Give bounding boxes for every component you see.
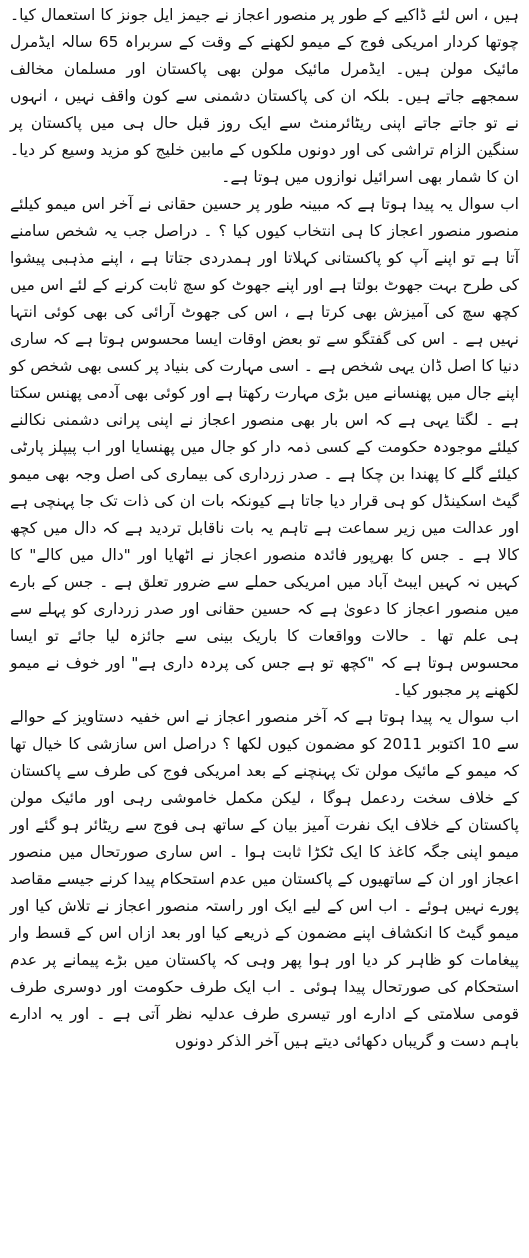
paragraph-2: اب سوال یہ پیدا ہوتا ہے کہ مبینہ طور پر حسین حقانی نے آخر اس میمو کیلئے منصور منصور اعجاز کا ہی انتخاب کیوں کیا ؟ ۔ دراصل جب یہ شخص سامنے آتا ہے تو اپنے آپ کو پاکستانی کہلاتا اور ہمدردی جتاتا ہے ، اپنے مذہبی پیشوا کی طرح بہت جھوٹ بولتا ہے اور اپنے جھوٹ کو سچ ثابت کرنے کے لئے اس میں کچھ سچ کی آمیزش بھی کرتا ہے ، اس کی جھوٹ آرائی کی بھی کوئی انتہا نہیں ہے ۔ اس کی گفتگو سے تو بعض اوقات ایسا محسوس ہوتا ہے کہ ساری دنیا کا اصل ڈان یہی شخص ہے ۔ اسی مہارت کی بنیاد پر کسی بھی شخص کو اپنے جال میں پھنسانے میں بڑی مہارت رکھتا ہے اور کوئی بھی آدمی پھنس سکتا ہے ۔ لگتا یہی ہے کہ اس بار بھی منصور اعجاز نے اپنی پرانی دشمنی نکالنے کیلئے موجودہ حکومت کے کسی ذمہ دار کو جال میں پھنسایا اور اب پیپلز پارٹی کیلئے گلے کا پھندا بن چکا ہے ۔ صدر زرداری کی بیماری کی اصل وجہ بھی میمو گیٹ اسکینڈل کو ہی قرار دیا جاتا ہے کیونکہ بات ان کی ذات تک جا پہنچی ہے اور عدالت میں زیر سماعت ہے تاہم یہ بات ناقابل تردید ہے کہ دال میں کچھ کالا ہے ۔ جس کا بھرپور فائدہ منصور اعجاز نے اٹھایا اور "دال میں کالے" کا کہیں نہ کہیں ایبٹ آباد میں امریکی حملے سے ضرور تعلق ہے ۔ جس کے بارے میں منصور اعجاز کا دعویٰ ہے کہ حسین حقانی اور صدر زرداری کو پہلے سے ہی علم تھا ۔ حالات وواقعات کا باریک بینی سے جائزہ لیا جائے تو ایسا محسوس ہوتا ہے کہ "کچھ تو ہے جس کی پردہ داری ہے" اور خوف نے میمو لکھنے پر مجبور کیا۔ — [10, 195, 519, 699]
paragraph-1: ہیں ، اس لئے ڈاکیے کے طور پر منصور اعجاز نے جیمز ایل جونز کا استعمال کیا۔ چوتھا کردار امریکی فوج کے میمو لکھنے کے وقت کے سربراہ 65 سالہ ایڈمرل مائیک مولن ہیں۔ ایڈمرل مائیک مولن بھی پاکستان اور مسلمان مخالف سمجھے جاتے ہیں۔ بلکہ ان کی پاکستان دشمنی سے کون واقف نہیں ، انہوں نے تو جاتے جاتے اپنی ریٹائرمنٹ سے ایک روز قبل حال ہی میں پاکستان پر سنگین الزام تراشی کی اور دونوں ملکوں کے مابین خلیج کو مزید وسیع کر دیا۔ ان کا شمار بھی اسرائیل نوازوں میں ہوتا ہے۔ — [10, 6, 519, 186]
paragraph-3: اب سوال یہ پیدا ہوتا ہے کہ آخر منصور اعجاز نے اس خفیہ دستاویز کے حوالے سے 10 اکتوبر 2011 کو مضمون کیوں لکھا ؟ دراصل اس سازشی کا خیال تھا کہ میمو کے مائیک مولن تک پہنچنے کے بعد امریکی فوج کی طرف سے پاکستان کے خلاف سخت ردعمل ہوگا ، لیکن مکمل خاموشی رہی اور مائیک مولن پاکستان کے خلاف ایک نفرت آمیز بیان کے ساتھ ہی فوج سے ریٹائر ہو گئے اور میمو اپنی جگہ کاغذ کا ایک ٹکڑا ثابت ہوا ۔ اس ساری صورتحال میں منصور اعجاز اور ان کے ساتھیوں کے پاکستان میں عدم استحکام پیدا کرنے جیسے مقاصد پورے نہیں ہوئے ۔ اب اس کے لیے ایک اور راستہ منصور اعجاز نے تلاش کیا اور میمو گیٹ کا انکشاف اپنے مضمون کے ذریعے کیا اور بعد ازاں اس کے قسط وار پیغامات کو ظاہر کر دیا اور ہوا پھر وہی کہ پاکستان میں بڑے پیمانے پر عدم استحکام کی صورتحال پیدا ہوئی ۔ اب ایک طرف حکومت اور دوسری طرف قومی سلامتی کے ادارے اور تیسری طرف عدلیہ نظر آتی ہے ۔ اور یہ ادارے باہم دست و گریباں دکھائی دیتے ہیں آخر الذکر دونوں — [10, 708, 520, 1050]
